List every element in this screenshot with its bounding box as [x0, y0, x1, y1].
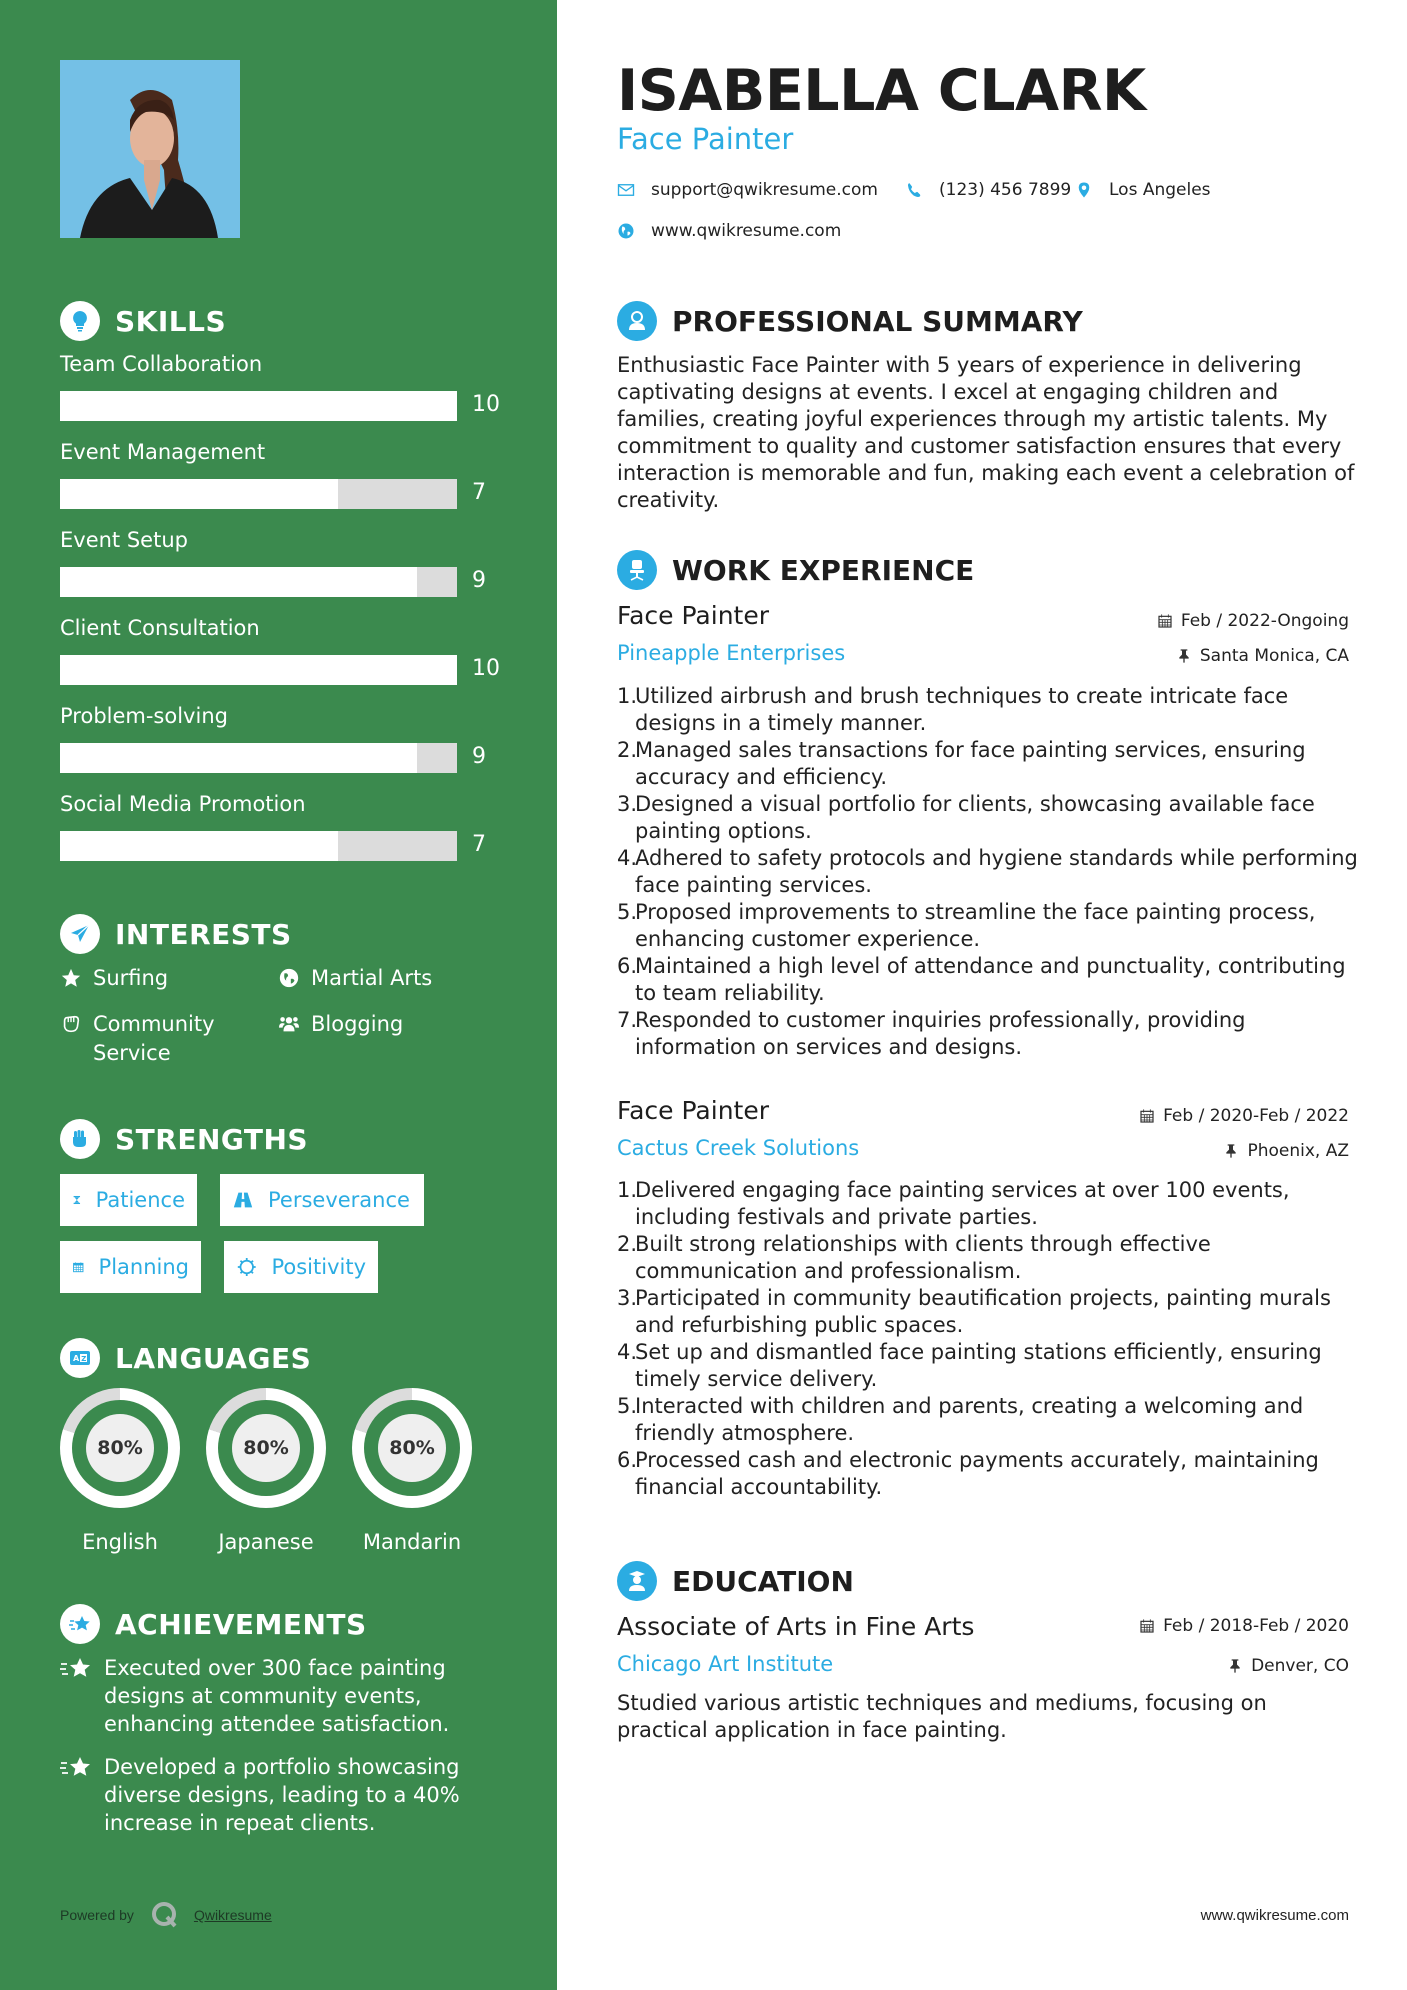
- sun-icon: [236, 1256, 257, 1278]
- education-location-text: Denver, CO: [1251, 1656, 1349, 1676]
- skill-bar: [60, 743, 457, 773]
- skill-bar-fill: [60, 391, 457, 421]
- job-bullet: 7. Responded to customer inquiries professionally, providing information on services and designs.: [617, 1008, 1246, 1059]
- job-location-text: Santa Monica, CA: [1199, 646, 1349, 666]
- job-bullet: 1. Delivered engaging face painting services at over 100 events, including festivals and private parties.: [617, 1178, 1290, 1229]
- school-name: Chicago Art Institute: [617, 1652, 834, 1676]
- contact-phone: [905, 180, 1071, 200]
- language-label: English: [82, 1530, 158, 1554]
- office-chair-icon: [617, 550, 657, 590]
- job-bullet: 3. Participated in community beautification projects, painting murals and refurbishing public spaces.: [617, 1286, 1331, 1337]
- shooting-star-icon: [60, 1755, 94, 1781]
- calendar-icon: [72, 1256, 85, 1278]
- job-bullet: 2. Built strong relationships with clients through effective communication and professionalism.: [617, 1232, 1211, 1283]
- job-bullet: 4. Set up and dismantled face painting stations efficiently, ensuring timely service delivery.: [617, 1340, 1322, 1391]
- achievement-text: Developed a portfolio showcasing diverse designs, leading to a 40% increase in repeat clients.: [104, 1755, 460, 1835]
- job-bullet: 5. Proposed improvements to streamline the face painting process, enhancing customer experience.: [617, 900, 1316, 951]
- interest-item: [278, 1010, 403, 1039]
- job-dates-text: Feb / 2022-Ongoing: [1180, 611, 1349, 631]
- contact-website: [617, 221, 841, 241]
- skills-heading: [60, 300, 226, 342]
- profile-photo: [60, 60, 240, 238]
- language-label: Mandarin: [362, 1530, 462, 1554]
- interest-label: Community Service: [93, 1012, 215, 1065]
- achievement-item: [60, 1753, 500, 1837]
- strengths-title: STRENGTHS: [115, 1122, 309, 1156]
- envelope-icon: [617, 181, 635, 199]
- skill-label: Team Collaboration: [60, 352, 263, 376]
- skill-bar: [60, 655, 457, 685]
- strengths-heading: [60, 1118, 308, 1160]
- fist-icon: [60, 1119, 100, 1159]
- job-title: Face Painter: [617, 1096, 770, 1125]
- language-icon: [60, 1338, 100, 1378]
- skill-bar-fill: [60, 479, 338, 509]
- strength-tag: [60, 1241, 201, 1293]
- skill-value: 7: [472, 480, 486, 505]
- language-percent: 80%: [378, 1414, 446, 1482]
- phone-icon: [905, 181, 923, 199]
- sidebar: [0, 0, 557, 1990]
- language-label: Japanese: [218, 1530, 314, 1554]
- skill-label: Event Management: [60, 440, 266, 464]
- qwikresume-logo-icon: [150, 1900, 180, 1930]
- strength-tag: [220, 1174, 424, 1226]
- users-icon: [278, 1013, 300, 1035]
- languages-heading: [60, 1337, 311, 1379]
- skill-value: 9: [472, 744, 486, 769]
- education-description: Studied various artistic techniques and mediums, focusing on practical application in face painting.: [617, 1691, 1267, 1742]
- hourglass-icon: [72, 1189, 82, 1211]
- pushpin-icon: [1227, 1658, 1243, 1674]
- lightbulb-icon: [60, 301, 100, 341]
- skill-label: Event Setup: [60, 528, 188, 552]
- person-photo-icon: [60, 60, 240, 238]
- powered-by-label: Powered by: [60, 1907, 134, 1923]
- job-bullet: 3. Designed a visual portfolio for clients, showcasing available face painting options.: [617, 792, 1315, 843]
- location-text: Los Angeles: [1109, 180, 1211, 200]
- paper-plane-icon: [60, 914, 100, 954]
- map-pin-icon: [1075, 181, 1093, 199]
- pushpin-icon: [1223, 1143, 1239, 1159]
- shooting-star-icon: [60, 1604, 100, 1644]
- skill-bar: [60, 567, 457, 597]
- strength-label: Perseverance: [268, 1188, 410, 1212]
- candidate-title: Face Painter: [617, 122, 794, 156]
- globe-icon: [278, 967, 300, 989]
- strength-label: Patience: [95, 1188, 185, 1212]
- user-icon: [617, 301, 657, 341]
- job-location-text: Phoenix, AZ: [1247, 1141, 1349, 1161]
- strength-tag: [60, 1174, 197, 1226]
- summary-heading: [617, 300, 1083, 342]
- contact-email: [617, 180, 878, 200]
- job-dates-text: Feb / 2020-Feb / 2022: [1163, 1106, 1349, 1126]
- job-title: Face Painter: [617, 601, 770, 630]
- skill-bar: [60, 831, 457, 861]
- main-content: [557, 0, 1407, 1990]
- skill-value: 9: [472, 568, 486, 593]
- degree-title: Associate of Arts in Fine Arts: [617, 1612, 975, 1641]
- languages-title: LANGUAGES: [115, 1341, 312, 1375]
- language-item: [352, 1388, 472, 1554]
- language-ring: [206, 1388, 326, 1508]
- language-ring: [60, 1388, 180, 1508]
- interests-heading: [60, 913, 292, 955]
- contact-location: [1075, 180, 1211, 200]
- job-bullet: 4. Adhered to safety protocols and hygiene standards while performing face painting services.: [617, 846, 1358, 897]
- job-bullet: 2. Managed sales transactions for face painting services, ensuring accuracy and efficiency.: [617, 738, 1306, 789]
- skill-value: 10: [472, 656, 500, 681]
- job-bullet: 1. Utilized airbrush and brush techniques to create intricate face designs in a timely manner.: [617, 684, 1289, 735]
- interest-label: Surfing: [93, 966, 169, 990]
- globe-icon: [617, 222, 635, 240]
- education-dates-text: Feb / 2018-Feb / 2020: [1163, 1616, 1349, 1636]
- interest-item: [60, 1010, 260, 1068]
- powered-by: [60, 1900, 272, 1930]
- skill-bar: [60, 391, 457, 421]
- skill-label: Social Media Promotion: [60, 792, 306, 816]
- achievements-heading: [60, 1603, 367, 1645]
- strength-label: Positivity: [271, 1255, 366, 1279]
- job-location: [1176, 646, 1349, 666]
- experience-heading: [617, 549, 974, 591]
- phone-text: (123) 456 7899: [939, 180, 1072, 200]
- job-bullets: [617, 1177, 1367, 1501]
- summary-text: Enthusiastic Face Painter with 5 years of experience in delivering captivating designs at events. I excel at engaging children and families, creating joyful experiences through my artistic talents. My commitment to quality and customer satisfaction ensures that every interaction is memorable and fun, making each event a celebration of creativity.: [617, 353, 1355, 512]
- job-dates: [1157, 611, 1349, 631]
- skills-title: SKILLS: [115, 304, 227, 338]
- email-text: support@qwikresume.com: [651, 180, 878, 200]
- language-percent: 80%: [232, 1414, 300, 1482]
- interest-label: Blogging: [311, 1012, 404, 1036]
- website-text: www.qwikresume.com: [651, 221, 842, 241]
- graduate-icon: [617, 1561, 657, 1601]
- summary-title: PROFESSIONAL SUMMARY: [672, 304, 1083, 338]
- job-bullet: 6. Maintained a high level of attendance and punctuality, contributing to team reliability.: [617, 954, 1346, 1005]
- job-dates: [1139, 1106, 1349, 1126]
- job-company: Pineapple Enterprises: [617, 641, 846, 665]
- education-location: [1227, 1656, 1349, 1676]
- road-icon: [232, 1189, 254, 1211]
- skill-value: 7: [472, 832, 486, 857]
- svg-text:A: A: [73, 1354, 80, 1363]
- interests-title: INTERESTS: [115, 917, 292, 951]
- skill-bar: [60, 479, 457, 509]
- language-item: [60, 1388, 180, 1554]
- strength-tag: [224, 1241, 378, 1293]
- education-title: EDUCATION: [672, 1564, 854, 1598]
- shooting-star-icon: [60, 1656, 94, 1682]
- language-item: [206, 1388, 326, 1554]
- skill-label: Client Consultation: [60, 616, 260, 640]
- svg-text:Z: Z: [81, 1355, 87, 1363]
- skill-bar-fill: [60, 655, 457, 685]
- interest-item: [60, 964, 168, 993]
- job-company: Cactus Creek Solutions: [617, 1136, 860, 1160]
- achievement-item: [60, 1654, 500, 1738]
- job-bullet: 5. Interacted with children and parents, creating a welcoming and friendly atmosphere.: [617, 1394, 1304, 1445]
- hand-icon: [60, 1013, 82, 1035]
- skill-label: Problem-solving: [60, 704, 228, 728]
- language-ring: [352, 1388, 472, 1508]
- job-bullet: 6. Processed cash and electronic payments accurately, maintaining financial accountability.: [617, 1448, 1319, 1499]
- achievement-text: Executed over 300 face painting designs at community events, enhancing attendee satisfaction.: [104, 1656, 450, 1736]
- achievements-title: ACHIEVEMENTS: [115, 1607, 367, 1641]
- strength-label: Planning: [98, 1255, 189, 1279]
- interest-label: Martial Arts: [311, 966, 433, 990]
- education-heading: [617, 1560, 854, 1602]
- candidate-name: ISABELLA CLARK: [617, 58, 1146, 124]
- skill-bar-fill: [60, 743, 417, 773]
- interest-item: [278, 964, 432, 993]
- job-bullets: [617, 683, 1367, 1061]
- education-dates: [1139, 1616, 1349, 1636]
- job-location: [1223, 1141, 1349, 1161]
- qwikresume-link[interactable]: Qwikresume: [193, 1907, 272, 1923]
- calendar-icon: [1157, 613, 1173, 629]
- calendar-icon: [1139, 1108, 1155, 1124]
- star-icon: [60, 967, 82, 989]
- pushpin-icon: [1176, 648, 1192, 664]
- footer-url[interactable]: www.qwikresume.com: [1200, 1907, 1349, 1924]
- skill-bar-fill: [60, 567, 417, 597]
- calendar-icon: [1139, 1618, 1155, 1634]
- skill-bar-fill: [60, 831, 338, 861]
- language-percent: 80%: [86, 1414, 154, 1482]
- experience-title: WORK EXPERIENCE: [672, 553, 975, 587]
- skill-value: 10: [472, 392, 500, 417]
